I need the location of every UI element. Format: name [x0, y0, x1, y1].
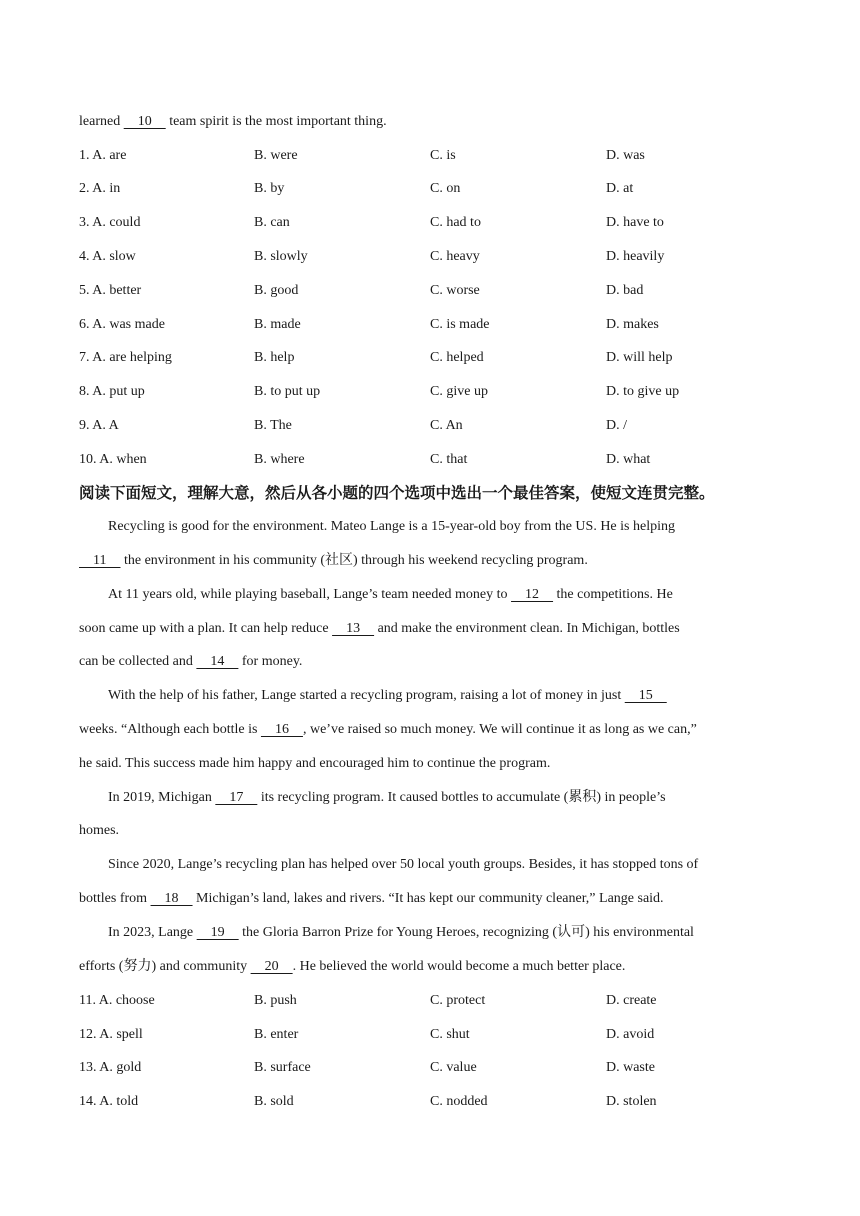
option-c: C. worse — [430, 283, 480, 298]
passage-line-5 — [79, 652, 302, 672]
blank-13: 13 — [332, 621, 375, 636]
option-b: B. push — [254, 993, 297, 1008]
option-d: D. at — [606, 181, 634, 196]
option-c: C. value — [430, 1060, 477, 1075]
option-b: B. can — [254, 215, 290, 230]
passage-line-8: he said. This success made him happy and encouraged him to continue the program. — [79, 756, 551, 771]
options-row-8 — [79, 382, 799, 402]
option-d: D. will help — [606, 350, 673, 365]
blank-19: 19 — [196, 925, 239, 940]
text: its recycling program. It caused bottles to accumulate (累积) in people’s — [257, 790, 666, 805]
options-row-7 — [79, 348, 799, 368]
options-row-4 — [79, 247, 799, 267]
option-a: 14. A. told — [79, 1094, 139, 1109]
option-a: 5. A. better — [79, 283, 142, 298]
option-b: B. help — [254, 350, 295, 365]
options-row-11 — [79, 991, 799, 1011]
options-row-2 — [79, 179, 799, 199]
text: With the help of his father, Lange started a recycling program, raising a lot of money in just — [108, 688, 625, 703]
option-c: C. that — [430, 452, 468, 467]
option-a: 2. A. in — [79, 181, 121, 196]
option-d: D. waste — [606, 1060, 655, 1075]
option-c: C. give up — [430, 384, 488, 399]
text: . He believed the world would become a much better place. — [292, 959, 626, 974]
option-d: D. create — [606, 993, 657, 1008]
options-row-14 — [79, 1092, 799, 1112]
option-c: C. helped — [430, 350, 484, 365]
text: and make the environment clean. In Michigan, bottles — [374, 621, 680, 636]
option-c: C. nodded — [430, 1094, 488, 1109]
passage-line-1: Recycling is good for the environment. Mateo Lange is a 15-year-old boy from the US. He is helping — [108, 519, 675, 534]
text: bottles from — [79, 891, 151, 906]
passage-line-2 — [79, 551, 588, 571]
text: At 11 years old, while playing baseball, Lange’s team needed money to — [108, 587, 512, 602]
text: the competitions. He — [553, 587, 673, 602]
options-row-12 — [79, 1025, 799, 1045]
text: the environment in his community (社区) through his weekend recycling program. — [120, 553, 588, 568]
blank-17: 17 — [215, 790, 258, 805]
option-d: D. have to — [606, 215, 664, 230]
option-b: B. by — [254, 181, 285, 196]
section-instruction: 阅读下面短文，理解大意，然后从各小题的四个选项中选出一个最佳答案，使短文连贯完整。 — [79, 484, 715, 502]
text: team spirit is the most important thing. — [165, 114, 387, 129]
option-b: B. enter — [254, 1027, 299, 1042]
option-c: C. An — [430, 418, 463, 433]
text: In 2023, Lange — [108, 925, 197, 940]
option-d: D. was — [606, 148, 645, 163]
text: Michigan’s land, lakes and rivers. “It has kept our community cleaner,” Lange said. — [192, 891, 664, 906]
text: learned — [79, 114, 124, 129]
option-a: 1. A. are — [79, 148, 127, 163]
option-d: D. stolen — [606, 1094, 657, 1109]
passage-line-7 — [79, 720, 697, 740]
option-a: 9. A. A — [79, 418, 119, 433]
option-d: D. heavily — [606, 249, 665, 264]
options-row-5 — [79, 281, 799, 301]
option-c: C. heavy — [430, 249, 480, 264]
option-d: D. / — [606, 418, 627, 433]
option-b: B. made — [254, 317, 301, 332]
option-b: B. to put up — [254, 384, 321, 399]
option-a: 13. A. gold — [79, 1060, 142, 1075]
options-row-3 — [79, 213, 799, 233]
option-c: C. had to — [430, 215, 481, 230]
passage-line-6 — [108, 686, 667, 706]
text: , we’ve raised so much money. We will continue it as long as we can,” — [302, 722, 697, 737]
text: can be collected and — [79, 654, 197, 669]
passage-line-13 — [108, 923, 694, 943]
option-d: D. to give up — [606, 384, 680, 399]
option-b: B. were — [254, 148, 298, 163]
options-row-13 — [79, 1058, 799, 1078]
passage-line-top — [79, 112, 387, 132]
blank-15: 15 — [624, 688, 667, 703]
passage-line-9 — [108, 788, 666, 808]
passage-line-12 — [79, 889, 664, 909]
option-b: B. sold — [254, 1094, 294, 1109]
option-a: 6. A. was made — [79, 317, 165, 332]
option-b: B. surface — [254, 1060, 311, 1075]
option-a: 10. A. when — [79, 452, 147, 467]
passage-line-11: Since 2020, Lange’s recycling plan has helped over 50 local youth groups. Besides, it has stopped tons of — [108, 857, 699, 872]
option-a: 4. A. slow — [79, 249, 136, 264]
option-a: 3. A. could — [79, 215, 141, 230]
blank-18: 18 — [150, 891, 193, 906]
blank-10: 10 — [123, 114, 166, 129]
options-row-9 — [79, 416, 799, 436]
passage-line-3 — [108, 585, 673, 605]
blank-20: 20 — [250, 959, 293, 974]
option-b: B. The — [254, 418, 292, 433]
text: weeks. “Although each bottle is — [79, 722, 261, 737]
option-a: 11. A. choose — [79, 993, 155, 1008]
passage-line-10: homes. — [79, 823, 120, 838]
option-a: 12. A. spell — [79, 1027, 143, 1042]
option-c: C. protect — [430, 993, 486, 1008]
text: efforts (努力) and community — [79, 959, 251, 974]
option-d: D. makes — [606, 317, 659, 332]
option-c: C. is made — [430, 317, 490, 332]
options-row-10 — [79, 450, 799, 470]
passage-line-4 — [79, 619, 680, 639]
option-d: D. what — [606, 452, 651, 467]
blank-12: 12 — [511, 587, 554, 602]
option-a: 8. A. put up — [79, 384, 145, 399]
option-c: C. shut — [430, 1027, 470, 1042]
option-b: B. good — [254, 283, 299, 298]
option-a: 7. A. are helping — [79, 350, 172, 365]
blank-16: 16 — [260, 722, 303, 737]
text: the Gloria Barron Prize for Young Heroes, recognizing (认可) his environmental — [238, 925, 694, 940]
options-row-6 — [79, 315, 799, 335]
text: In 2019, Michigan — [108, 790, 216, 805]
text: soon came up with a plan. It can help reduce — [79, 621, 333, 636]
option-b: B. slowly — [254, 249, 308, 264]
text: for money. — [238, 654, 303, 669]
option-c: C. is — [430, 148, 456, 163]
options-row-1 — [79, 146, 799, 166]
option-c: C. on — [430, 181, 461, 196]
blank-14: 14 — [196, 654, 239, 669]
option-d: D. bad — [606, 283, 644, 298]
blank-11: 11 — [79, 553, 121, 568]
passage-line-14 — [79, 957, 625, 977]
option-d: D. avoid — [606, 1027, 655, 1042]
option-b: B. where — [254, 452, 305, 467]
